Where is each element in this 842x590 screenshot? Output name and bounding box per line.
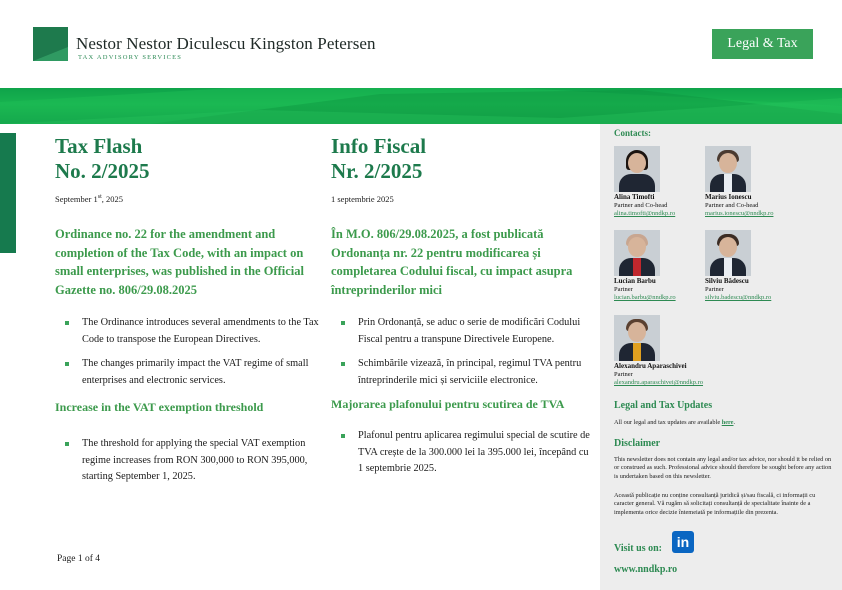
contact-role: Partner xyxy=(614,371,633,378)
en-subheading: Increase in the VAT exemption threshold xyxy=(55,400,264,414)
contacts-label: Contacts: xyxy=(614,128,651,138)
en-lead: Ordinance no. 22 for the amendment and completion of the Tax Code, with an impact on small enterprises, was published in the Official Gazette no. 806/29.08.2025 xyxy=(55,227,304,297)
avatar xyxy=(614,146,660,192)
list-item: The threshold for applying the special VAT exemption regime increases from RON 300,000 to RON 395,000, starting September 1, 2025. xyxy=(65,436,325,486)
ro-bullet-list xyxy=(331,315,596,389)
contact-card xyxy=(705,230,815,301)
avatar xyxy=(705,230,751,276)
list-item: Prin Ordonanță, se aduc o serie de modificări Codului Fiscal pentru a transpune Directivele Europene. xyxy=(341,315,596,348)
disclaimer-heading: Disclaimer xyxy=(614,438,661,449)
decorative-band xyxy=(0,88,842,124)
disclaimer-ro: Această publicație nu conține consultanță juridică și/sau fiscală, ci informații cu caracter general. Vă rugăm să solicitați consultanță de specialitate înainte de a implementa orice decizie întemeiată pe informațiile din prezenta. xyxy=(614,492,816,516)
romanian-column xyxy=(331,134,596,486)
firm-logo-icon xyxy=(33,27,68,61)
en-title-line2: No. 2/2025 xyxy=(55,159,150,183)
contact-email[interactable]: silviu.badescu@nndkp.ro xyxy=(705,294,772,301)
visit-label: Visit us on: xyxy=(614,543,662,554)
ro-title-line2: Nr. 2/2025 xyxy=(331,159,423,183)
firm-name: Nestor Nestor Diculescu Kingston Petersen xyxy=(76,34,376,53)
page-number: Page 1 of 4 xyxy=(57,554,101,564)
ro-lead: În M.O. 806/29.08.2025, a fost publicată Ordonanța nr. 22 pentru modificarea și completarea Codului fiscal, cu impact asupra întreprinderilor mici xyxy=(331,227,573,297)
contact-role: Partner xyxy=(705,286,724,293)
contact-email[interactable]: alina.timofti@nndkp.ro xyxy=(614,210,676,217)
disclaimer-en: This newsletter does not contain any legal and/or tax advice, nor should it be relied on or construed as such. Professional advice should therefore be sought before any action is undertaken based on this newsletter. xyxy=(614,456,832,480)
en-date: September 1st, 2025 xyxy=(55,194,123,204)
list-item: Plafonul pentru aplicarea regimului special de scutire de TVA crește de la 300.000 lei la 395.000 lei, începând cu 1 septembrie 2025. xyxy=(341,428,596,478)
en-bullet-list-2 xyxy=(55,436,325,486)
band-pattern xyxy=(0,88,842,124)
ro-date: 1 septembrie 2025 xyxy=(331,194,394,204)
side-accent-bar xyxy=(0,133,16,253)
contact-name: Alina Timofti xyxy=(614,193,655,201)
linkedin-icon[interactable]: in xyxy=(672,531,694,553)
contact-email[interactable]: lucian.barbu@nndkp.ro xyxy=(614,294,676,301)
contact-name: Silviu Bădescu xyxy=(705,277,749,285)
updates-link[interactable]: here xyxy=(721,419,734,426)
ro-title-line1: Info Fiscal xyxy=(331,134,427,158)
updates-text: All our legal and tax updates are available here. xyxy=(614,419,736,426)
contact-name: Lucian Barbu xyxy=(614,277,656,285)
contact-role: Partner and Co-head xyxy=(705,202,759,209)
website-link[interactable]: www.nndkp.ro xyxy=(614,564,678,575)
list-item: The changes primarily impact the VAT regime of small enterprises and electronic services. xyxy=(65,356,325,389)
contact-role: Partner xyxy=(614,286,633,293)
contact-name: Marius Ionescu xyxy=(705,193,752,201)
legal-tax-button[interactable]: Legal & Tax xyxy=(712,29,813,59)
en-bullet-list xyxy=(55,315,325,389)
contact-email[interactable]: marius.ionescu@nndkp.ro xyxy=(705,210,774,217)
updates-heading: Legal and Tax Updates xyxy=(614,400,713,411)
en-date-suffix: st xyxy=(97,194,102,201)
firm-subtitle: TAX ADVISORY SERVICES xyxy=(78,54,183,61)
ro-bullet-list-2 xyxy=(331,428,596,478)
avatar xyxy=(705,146,751,192)
english-column xyxy=(55,134,325,494)
contact-name: Alexandru Aparaschivei xyxy=(614,362,687,370)
ro-subheading: Majorarea plafonului pentru scutirea de TVA xyxy=(331,397,565,411)
avatar xyxy=(614,315,660,361)
list-item: Schimbările vizează, în principal, regimul TVA pentru întreprinderile mici și serviciile electronice. xyxy=(341,356,596,389)
contact-email[interactable]: alexandru.aparaschivei@nndkp.ro xyxy=(614,379,704,386)
contact-role: Partner and Co-head xyxy=(614,202,668,209)
contact-card xyxy=(705,146,815,217)
list-item: The Ordinance introduces several amendments to the Tax Code to transpose the European Directives. xyxy=(65,315,325,348)
contact-card xyxy=(614,315,754,386)
avatar xyxy=(614,230,660,276)
page-header xyxy=(0,0,842,88)
en-title-line1: Tax Flash xyxy=(55,134,143,158)
